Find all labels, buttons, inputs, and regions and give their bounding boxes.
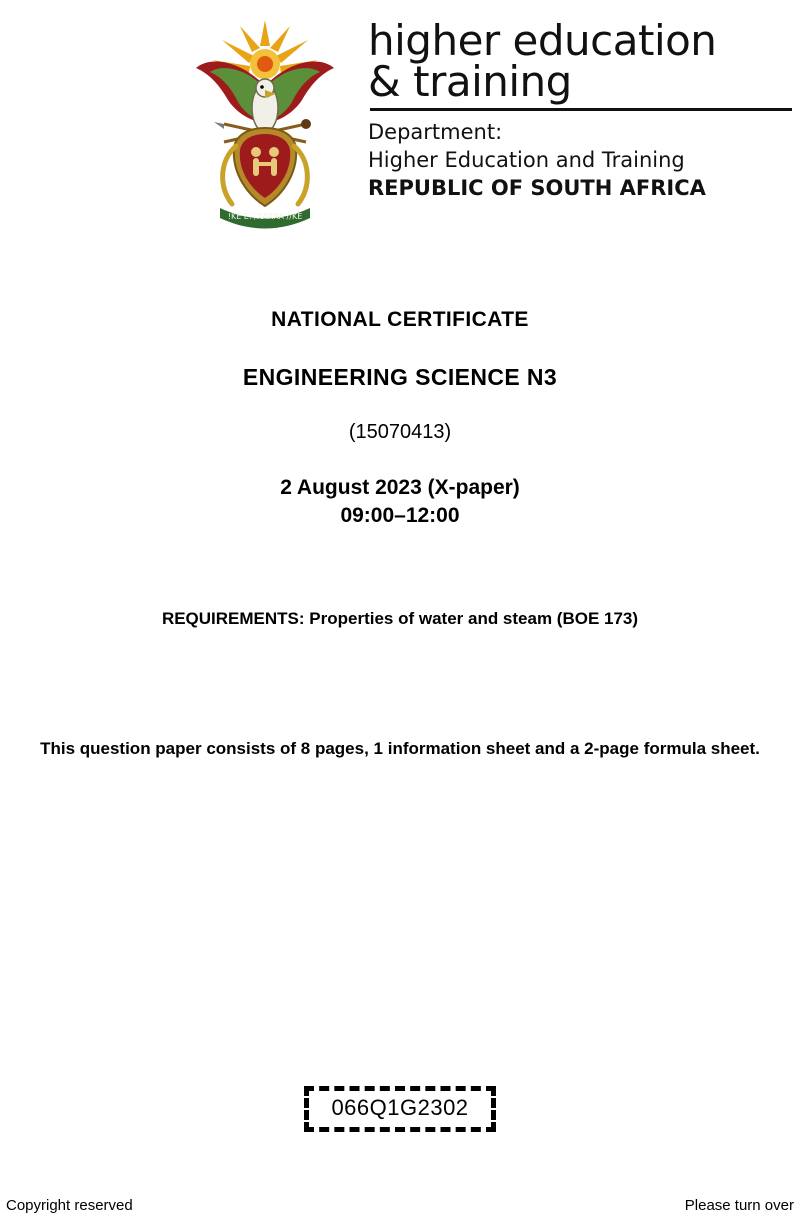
department-title-line1: higher education	[368, 16, 717, 65]
exam-time: 09:00–12:00	[340, 504, 460, 528]
title-block	[0, 308, 800, 531]
south-african-coat-of-arms-icon	[180, 16, 350, 236]
department-name: Higher Education and Training	[368, 148, 685, 173]
header-divider	[370, 108, 792, 111]
page-footer	[0, 1197, 800, 1214]
department-subtitle	[368, 119, 790, 202]
country-name: REPUBLIC OF SOUTH AFRICA	[368, 175, 706, 200]
subject-title: ENGINEERING SCIENCE N3	[242, 364, 558, 390]
page-count-note: This question paper consists of 8 pages, 1 information sheet and a 2-page formula sheet.	[40, 738, 760, 758]
department-branding	[368, 14, 790, 202]
department-title	[368, 16, 790, 107]
subject-code: (15070413)	[348, 421, 452, 443]
paper-code: 066Q1G2302	[304, 1086, 495, 1132]
department-label: Department:	[368, 120, 503, 145]
turn-over-note: Please turn over	[684, 1197, 794, 1214]
paper-code-container	[0, 1086, 800, 1132]
document-header	[0, 0, 800, 236]
requirements-line: REQUIREMENTS: Properties of water and steam (BOE 173)	[161, 608, 639, 628]
department-title-line2: & training	[368, 57, 572, 107]
copyright-note: Copyright reserved	[6, 1197, 133, 1214]
svg-text:!KE E: /XARRA //KE: !KE E: /XARRA //KE	[227, 212, 303, 221]
certificate-title: NATIONAL CERTIFICATE	[271, 308, 529, 331]
exam-date: 2 August 2023 (X-paper)	[280, 476, 520, 499]
